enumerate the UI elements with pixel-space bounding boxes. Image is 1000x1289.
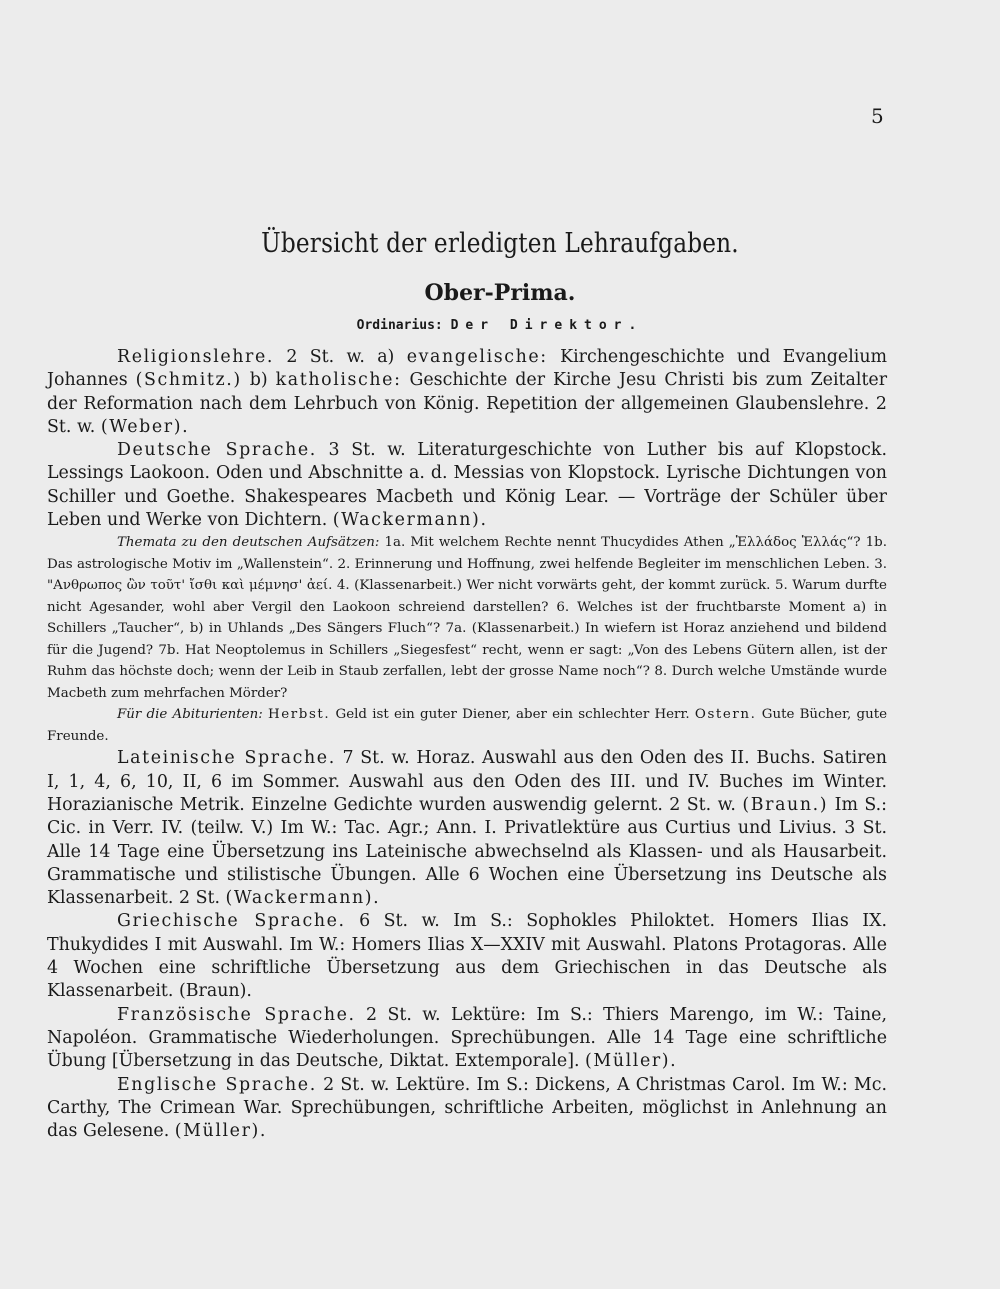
section-griechisch: Griechische Sprache. 6 St. w. Im S.: Sophokles Philoktet. Homers Ilias IX. Thukydides I mit Auswahl. Im W.: Homers Ilias X—XXIV mit Auswahl. Platons Protagoras. Alle 4 Wochen eine schriftliche Übersetzung aus dem Griechischen in das Deutsche als Klassenarbeit. (Braun). xyxy=(47,911,888,1002)
ordinarius-label: Ordinarius: xyxy=(356,318,443,333)
griechisch-heading: Griechische Sprache. xyxy=(117,911,346,932)
englisch-heading: Englische Sprache. xyxy=(117,1074,317,1095)
teacher-name: (Müller). xyxy=(174,1121,267,1142)
body-text xyxy=(47,346,887,1143)
teacher-name: (Weber). xyxy=(100,416,190,437)
teacher-name: (Schmitz.) xyxy=(135,370,242,391)
teacher-name: (Müller). xyxy=(585,1051,678,1072)
religion-heading: Religionslehre. xyxy=(117,347,274,367)
teacher-name: (Braun.) xyxy=(742,794,829,815)
themata-label: Themata zu den deutschen Aufsätzen: xyxy=(117,535,380,551)
abitur-themes: Für die Abiturienten: Herbst. Geld ist ein guter Diener, aber ein schlechter Herr. Ostern. Gute Bücher, gute Freunde. xyxy=(47,707,888,744)
page-title: Übersicht der erledigten Lehraufgaben. xyxy=(261,228,739,259)
teacher-name: (Wackermann). xyxy=(332,510,488,531)
latein-heading: Lateinische Sprache. xyxy=(117,748,336,769)
abitur-label: Für die Abiturienten: xyxy=(117,707,263,723)
ordinarius-line xyxy=(0,318,1000,333)
section-deutsch: Deutsche Sprache. 3 St. w. Literaturgeschichte von Luther bis auf Klopstock. Lessings Laokoon. Oden und Abschnitte a. d. Messias von Klopstock. Lyrische Dichtungen von Schiller und Goethe. Shakespeares Macbeth und König Lear. — Vorträge der Schüler über Leben und Werke von Dichtern. (Wackermann). xyxy=(47,440,887,531)
section-franzoesisch: Französische Sprache. 2 St. w. Lektüre: Im S.: Thiers Marengo, im W.: Taine, Napoléon. Grammatische Wiederholungen. Sprechübungen. Alle 14 Tage eine schriftliche Übung [Übersetzung in das Deutsche, Diktat. Extemporale]. (Müller). xyxy=(47,1004,887,1072)
ordinarius-value: Der Direktor. xyxy=(450,318,644,333)
teacher-name: (Wackermann). xyxy=(225,888,381,909)
class-heading: Ober-Prima. xyxy=(424,280,576,306)
section-religion: Religionslehre. 2 St. w. a) evangelische: Kirchengeschichte und Evangelium Johannes (Schmitz.) b) katholische: Geschichte der Kirche Jesu Christi bis zum Zeitalter der Reformation nach dem Lehrbuch von König. Repetition der allgemeinen Glaubenslehre. 2 St. w. (Weber). xyxy=(47,347,888,437)
themata-list: Themata zu den deutschen Aufsätzen: 1a. Mit welchem Rechte nennt Thucydides Athen „Ἑλλάδος Ἑλλάς“? 1b. Das astrologische Motiv im „Wallenstein“. 2. Erinnerung und Hoffnung, zwei helfende Begleiter im menschlichen Leben. 3. "Ανθρωπος ὢν τοῦτ' ἴσθι καὶ μέμνησ' ἀεί. 4. (Klassenarbeit.) Wer nicht vorwärts geht, der kommt zurück. 5. Warum durfte nicht Agesander, wohl aber Vergil den Laokoon schreiend darstellen? 6. Welches ist der fruchtbarste Moment a) in Schillers „Taucher“, b) in Uhlands „Des Sängers Fluch“? 7a. (Klassenarbeit.) In wiefern ist Horaz anziehend und bildend für die Jugend? 7b. Hat Neoptolemus in Schillers „Siegesfest“ recht, wenn er sagt: „Von des Lebens Gütern allen, ist der Ruhm das höchste doch; wenn der Leib in Staub zerfallen, lebt der grosse Name noch“? 8. Durch welche Umstände wurde Macbeth zum mehrfachen Mörder? xyxy=(47,535,887,701)
deutsch-heading: Deutsche Sprache. xyxy=(117,440,317,461)
section-latein: Lateinische Sprache. 7 St. w. Horaz. Auswahl aus den Oden des II. Buchs. Satiren I, 1, 4, 6, 10, II, 6 im Sommer. Auswahl aus den Oden des III. und IV. Buches im Winter. Horazianische Metrik. Einzelne Gedichte wurden auswendig gelernt. 2 St. w. (Braun.) Im S.: Cic. in Verr. IV. (teilw. V.) Im W.: Tac. Agr.; Ann. I. Privatlektüre aus Curtius und Livius. 3 St. Alle 14 Tage eine Übersetzung ins Lateinische abwechselnd als Klassen- und als Hausarbeit. Grammatische und stilistische Übungen. Alle 6 Wochen eine Übersetzung ins Deutsche als Klassenarbeit. 2 St. (Wackermann). xyxy=(47,748,888,909)
franzoesisch-heading: Französische Sprache. xyxy=(117,1004,356,1025)
page-number: 5 xyxy=(871,104,884,128)
section-englisch: Englische Sprache. 2 St. w. Lektüre. Im S.: Dickens, A Christmas Carol. Im W.: Mc. Carthy, The Crimean War. Sprechübungen, schriftliche Arbeiten, möglichst in Anlehnung an das Gelesene. (Müller). xyxy=(47,1074,887,1142)
teacher-name: (Braun). xyxy=(178,981,252,1002)
